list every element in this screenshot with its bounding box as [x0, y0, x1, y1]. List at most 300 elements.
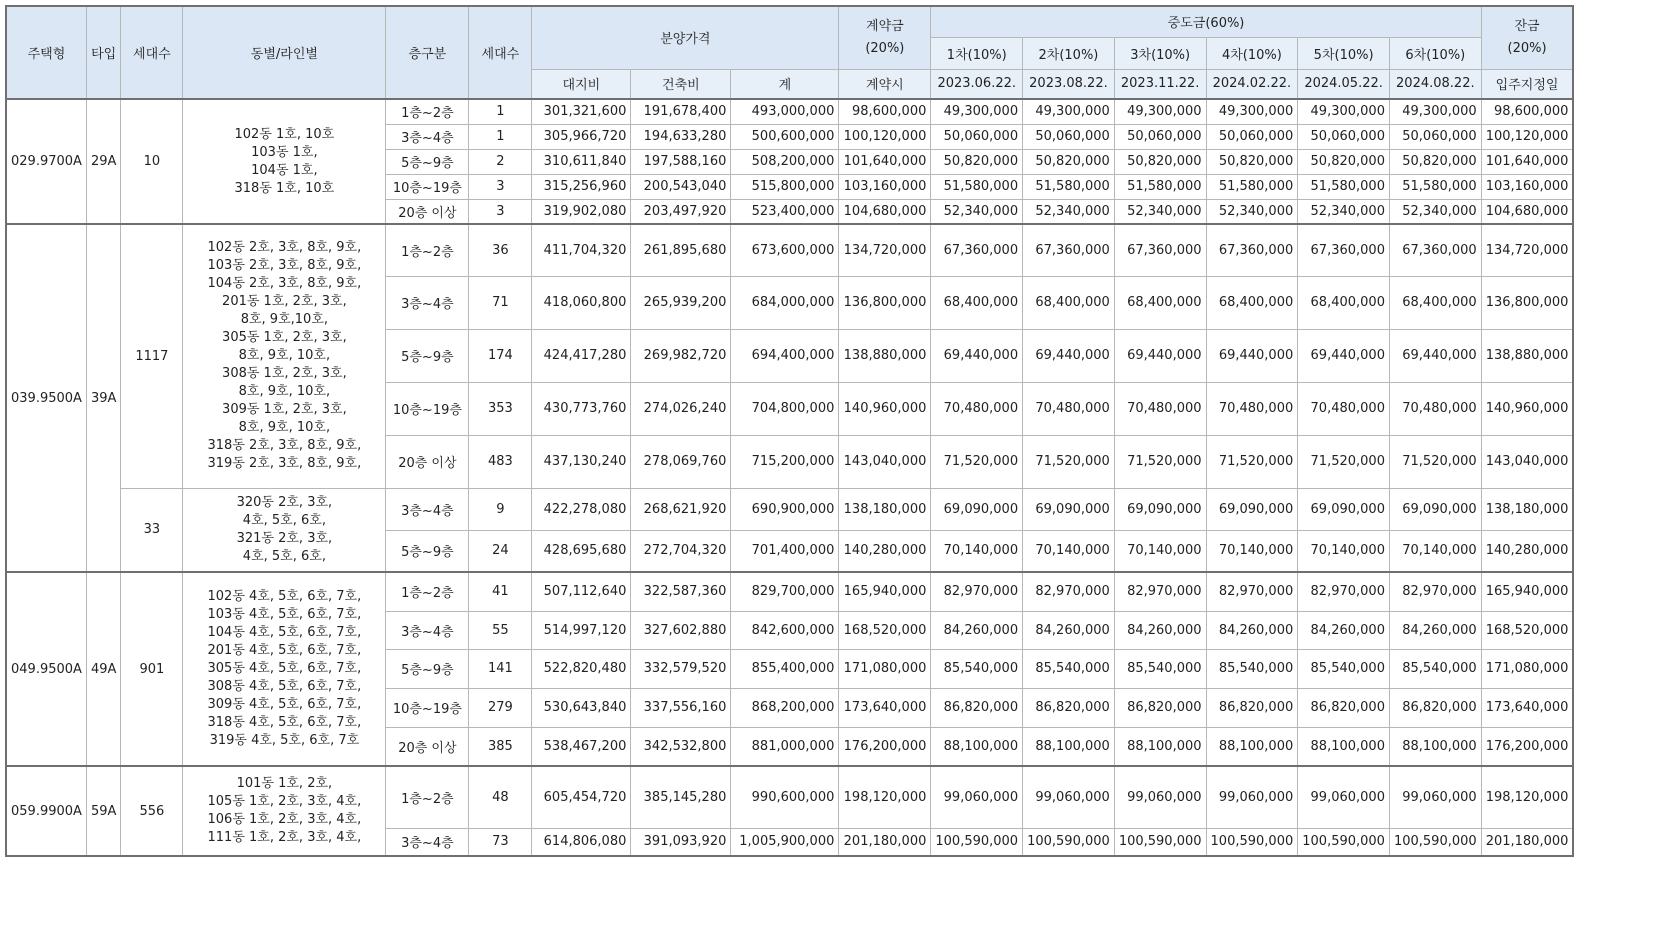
installment-1-cell: 100,590,000	[931, 828, 1023, 856]
type-cell: 39A	[86, 224, 120, 572]
balance-cell: 104,680,000	[1481, 199, 1573, 224]
deposit-cell: 173,640,000	[839, 688, 931, 727]
installment-1-cell: 85,540,000	[931, 649, 1023, 688]
installment-3-cell: 51,580,000	[1114, 174, 1206, 199]
installment-1-cell: 50,820,000	[931, 149, 1023, 174]
housing-type-cell: 049.9500A	[6, 572, 86, 766]
installment-4-cell: 51,580,000	[1206, 174, 1298, 199]
header-housing-type: 주택형	[6, 6, 86, 99]
installment-3-cell: 70,480,000	[1114, 382, 1206, 435]
deposit-cell: 98,600,000	[839, 99, 931, 124]
dong-line-cell: 102동 1호, 10호 103동 1호, 104동 1호, 318동 1호, 10호	[183, 99, 386, 224]
header-installment-3: 3차(10%)	[1114, 37, 1206, 69]
installment-1-cell: 84,260,000	[931, 611, 1023, 649]
housing-type-cell: 059.9900A	[6, 766, 86, 856]
installment-5-cell: 100,590,000	[1298, 828, 1390, 856]
land-cost-cell: 305,966,720	[532, 124, 631, 149]
installment-6-cell: 82,970,000	[1389, 572, 1481, 611]
installment-6-cell: 99,060,000	[1389, 766, 1481, 828]
building-cost-cell: 337,556,160	[631, 688, 731, 727]
installment-6-cell: 50,060,000	[1389, 124, 1481, 149]
building-cost-cell: 261,895,680	[631, 224, 731, 276]
installment-1-cell: 82,970,000	[931, 572, 1023, 611]
header-type: 타입	[86, 6, 120, 99]
land-cost-cell: 301,321,600	[532, 99, 631, 124]
installment-5-cell: 85,540,000	[1298, 649, 1390, 688]
installment-5-cell: 52,340,000	[1298, 199, 1390, 224]
balance-cell: 101,640,000	[1481, 149, 1573, 174]
building-cost-cell: 200,543,040	[631, 174, 731, 199]
land-cost-cell: 315,256,960	[532, 174, 631, 199]
installment-6-cell: 69,440,000	[1389, 329, 1481, 382]
building-cost-cell: 203,497,920	[631, 199, 731, 224]
balance-cell: 173,640,000	[1481, 688, 1573, 727]
installment-3-cell: 69,440,000	[1114, 329, 1206, 382]
floor-group-cell: 1층~2층	[386, 224, 469, 276]
installment-5-cell: 84,260,000	[1298, 611, 1390, 649]
units-cell: 279	[469, 688, 532, 727]
installment-5-cell: 82,970,000	[1298, 572, 1390, 611]
deposit-cell: 201,180,000	[839, 828, 931, 856]
households-cell: 901	[121, 572, 183, 766]
header-installment-5: 5차(10%)	[1298, 37, 1390, 69]
balance-cell: 198,120,000	[1481, 766, 1573, 828]
floor-group-cell: 3층~4층	[386, 488, 469, 530]
installment-2-cell: 49,300,000	[1023, 99, 1115, 124]
building-cost-cell: 197,588,160	[631, 149, 731, 174]
units-cell: 483	[469, 435, 532, 488]
installment-1-cell: 51,580,000	[931, 174, 1023, 199]
land-cost-cell: 530,643,840	[532, 688, 631, 727]
installment-6-cell: 86,820,000	[1389, 688, 1481, 727]
total-price-cell: 500,600,000	[731, 124, 839, 149]
installment-2-cell: 71,520,000	[1023, 435, 1115, 488]
header-land-cost: 대지비	[532, 69, 631, 99]
installment-1-cell: 71,520,000	[931, 435, 1023, 488]
building-cost-cell: 268,621,920	[631, 488, 731, 530]
installment-6-cell: 69,090,000	[1389, 488, 1481, 530]
installment-3-cell: 86,820,000	[1114, 688, 1206, 727]
header-deposit-timing: 계약시	[839, 69, 931, 99]
total-price-cell: 842,600,000	[731, 611, 839, 649]
installment-4-cell: 85,540,000	[1206, 649, 1298, 688]
installment-5-cell: 50,060,000	[1298, 124, 1390, 149]
installment-6-cell: 84,260,000	[1389, 611, 1481, 649]
building-cost-cell: 385,145,280	[631, 766, 731, 828]
floor-group-cell: 5층~9층	[386, 149, 469, 174]
installment-2-cell: 82,970,000	[1023, 572, 1115, 611]
header-floor-group: 층구분	[386, 6, 469, 99]
balance-cell: 140,280,000	[1481, 530, 1573, 572]
installment-2-cell: 52,340,000	[1023, 199, 1115, 224]
installment-4-cell: 68,400,000	[1206, 276, 1298, 329]
installment-4-cell: 82,970,000	[1206, 572, 1298, 611]
floor-group-cell: 3층~4층	[386, 828, 469, 856]
installment-3-cell: 68,400,000	[1114, 276, 1206, 329]
installment-3-cell: 69,090,000	[1114, 488, 1206, 530]
land-cost-cell: 507,112,640	[532, 572, 631, 611]
total-price-cell: 508,200,000	[731, 149, 839, 174]
installment-5-cell: 71,520,000	[1298, 435, 1390, 488]
deposit-cell: 103,160,000	[839, 174, 931, 199]
installment-4-cell: 50,060,000	[1206, 124, 1298, 149]
installment-1-cell: 99,060,000	[931, 766, 1023, 828]
land-cost-cell: 614,806,080	[532, 828, 631, 856]
table-row	[6, 224, 1573, 276]
installment-2-cell: 85,540,000	[1023, 649, 1115, 688]
balance-cell: 98,600,000	[1481, 99, 1573, 124]
deposit-cell: 134,720,000	[839, 224, 931, 276]
header-date-2: 2023.08.22.	[1023, 69, 1115, 99]
header-building-cost: 건축비	[631, 69, 731, 99]
installment-4-cell: 69,440,000	[1206, 329, 1298, 382]
installment-1-cell: 69,090,000	[931, 488, 1023, 530]
land-cost-cell: 310,611,840	[532, 149, 631, 174]
building-cost-cell: 272,704,320	[631, 530, 731, 572]
balance-cell: 143,040,000	[1481, 435, 1573, 488]
units-cell: 385	[469, 727, 532, 766]
installment-3-cell: 50,820,000	[1114, 149, 1206, 174]
installment-1-cell: 67,360,000	[931, 224, 1023, 276]
units-cell: 1	[469, 99, 532, 124]
floor-group-cell: 1층~2층	[386, 766, 469, 828]
installment-1-cell: 70,140,000	[931, 530, 1023, 572]
balance-cell: 171,080,000	[1481, 649, 1573, 688]
installment-1-cell: 52,340,000	[931, 199, 1023, 224]
building-cost-cell: 274,026,240	[631, 382, 731, 435]
dong-line-cell: 102동 2호, 3호, 8호, 9호, 103동 2호, 3호, 8호, 9호, 104동 2호, 3호, 8호, 9호, 201동 1호, 2호, 3호, 8호, 9호,10호, 305동 1호, 2호, 3호, 8호, 9호, 10호, 308동 1호, 2호, 3호, 8호, 9호, 10호, 309동 1호, 2호, 3호, 8호, 9호, 10호, 318동 2호, 3호, 8호, 9호, 319동 2호, 3호, 8호, 9호,	[183, 224, 386, 488]
header-date-3: 2023.11.22.	[1114, 69, 1206, 99]
header-date-5: 2024.05.22.	[1298, 69, 1390, 99]
floor-group-cell: 20층 이상	[386, 199, 469, 224]
installment-6-cell: 100,590,000	[1389, 828, 1481, 856]
header-dong-line: 동별/라인별	[183, 6, 386, 99]
deposit-cell: 136,800,000	[839, 276, 931, 329]
building-cost-cell: 265,939,200	[631, 276, 731, 329]
installment-1-cell: 69,440,000	[931, 329, 1023, 382]
table-row	[6, 99, 1573, 124]
header-date-4: 2024.02.22.	[1206, 69, 1298, 99]
installment-1-cell: 86,820,000	[931, 688, 1023, 727]
floor-group-cell: 3층~4층	[386, 276, 469, 329]
installment-2-cell: 68,400,000	[1023, 276, 1115, 329]
units-cell: 9	[469, 488, 532, 530]
header-balance-timing: 입주지정일	[1481, 69, 1573, 99]
header-installment-1: 1차(10%)	[931, 37, 1023, 69]
installment-4-cell: 52,340,000	[1206, 199, 1298, 224]
installment-6-cell: 88,100,000	[1389, 727, 1481, 766]
balance-cell: 165,940,000	[1481, 572, 1573, 611]
land-cost-cell: 411,704,320	[532, 224, 631, 276]
installment-5-cell: 86,820,000	[1298, 688, 1390, 727]
building-cost-cell: 342,532,800	[631, 727, 731, 766]
building-cost-cell: 278,069,760	[631, 435, 731, 488]
installment-5-cell: 69,440,000	[1298, 329, 1390, 382]
building-cost-cell: 327,602,880	[631, 611, 731, 649]
total-price-cell: 1,005,900,000	[731, 828, 839, 856]
total-price-cell: 523,400,000	[731, 199, 839, 224]
installment-1-cell: 70,480,000	[931, 382, 1023, 435]
total-price-cell: 855,400,000	[731, 649, 839, 688]
header-total: 계	[731, 69, 839, 99]
floor-group-cell: 5층~9층	[386, 649, 469, 688]
header-installment-6: 6차(10%)	[1389, 37, 1481, 69]
header-deposit: 계약금 (20%)	[839, 6, 931, 69]
installment-6-cell: 70,140,000	[1389, 530, 1481, 572]
installment-3-cell: 70,140,000	[1114, 530, 1206, 572]
units-cell: 36	[469, 224, 532, 276]
installment-4-cell: 86,820,000	[1206, 688, 1298, 727]
installment-4-cell: 70,140,000	[1206, 530, 1298, 572]
installment-2-cell: 51,580,000	[1023, 174, 1115, 199]
installment-2-cell: 86,820,000	[1023, 688, 1115, 727]
units-cell: 41	[469, 572, 532, 611]
floor-group-cell: 3층~4층	[386, 611, 469, 649]
installment-2-cell: 70,140,000	[1023, 530, 1115, 572]
total-price-cell: 881,000,000	[731, 727, 839, 766]
installment-1-cell: 50,060,000	[931, 124, 1023, 149]
installment-4-cell: 49,300,000	[1206, 99, 1298, 124]
installment-5-cell: 99,060,000	[1298, 766, 1390, 828]
installment-1-cell: 49,300,000	[931, 99, 1023, 124]
installment-2-cell: 50,060,000	[1023, 124, 1115, 149]
building-cost-cell: 332,579,520	[631, 649, 731, 688]
balance-cell: 201,180,000	[1481, 828, 1573, 856]
price-table-container	[5, 5, 1574, 857]
header-installment-4: 4차(10%)	[1206, 37, 1298, 69]
installment-5-cell: 49,300,000	[1298, 99, 1390, 124]
type-cell: 29A	[86, 99, 120, 224]
installment-3-cell: 88,100,000	[1114, 727, 1206, 766]
land-cost-cell: 422,278,080	[532, 488, 631, 530]
total-price-cell: 704,800,000	[731, 382, 839, 435]
units-cell: 174	[469, 329, 532, 382]
building-cost-cell: 322,587,360	[631, 572, 731, 611]
installment-6-cell: 52,340,000	[1389, 199, 1481, 224]
building-cost-cell: 194,633,280	[631, 124, 731, 149]
installment-3-cell: 52,340,000	[1114, 199, 1206, 224]
installment-2-cell: 84,260,000	[1023, 611, 1115, 649]
installment-6-cell: 50,820,000	[1389, 149, 1481, 174]
table-row	[6, 572, 1573, 611]
units-cell: 71	[469, 276, 532, 329]
dong-line-cell: 102동 4호, 5호, 6호, 7호, 103동 4호, 5호, 6호, 7호, 104동 4호, 5호, 6호, 7호, 201동 4호, 5호, 6호, 7호, 305동 4호, 5호, 6호, 7호, 308동 4호, 5호, 6호, 7호, 309동 4호, 5호, 6호, 7호, 318동 4호, 5호, 6호, 7호, 319동 4호, 5호, 6호, 7호	[183, 572, 386, 766]
deposit-cell: 140,960,000	[839, 382, 931, 435]
type-cell: 49A	[86, 572, 120, 766]
deposit-cell: 198,120,000	[839, 766, 931, 828]
installment-5-cell: 68,400,000	[1298, 276, 1390, 329]
balance-cell: 176,200,000	[1481, 727, 1573, 766]
land-cost-cell: 514,997,120	[532, 611, 631, 649]
installment-5-cell: 67,360,000	[1298, 224, 1390, 276]
housing-type-cell: 039.9500A	[6, 224, 86, 572]
total-price-cell: 515,800,000	[731, 174, 839, 199]
units-cell: 24	[469, 530, 532, 572]
households-cell: 33	[121, 488, 183, 572]
deposit-cell: 101,640,000	[839, 149, 931, 174]
installment-3-cell: 82,970,000	[1114, 572, 1206, 611]
land-cost-cell: 424,417,280	[532, 329, 631, 382]
deposit-cell: 138,180,000	[839, 488, 931, 530]
installment-4-cell: 99,060,000	[1206, 766, 1298, 828]
installment-3-cell: 100,590,000	[1114, 828, 1206, 856]
header-installment-2: 2차(10%)	[1023, 37, 1115, 69]
installment-4-cell: 69,090,000	[1206, 488, 1298, 530]
installment-6-cell: 68,400,000	[1389, 276, 1481, 329]
header-middle-payment: 중도금(60%)	[931, 6, 1481, 37]
installment-6-cell: 70,480,000	[1389, 382, 1481, 435]
units-cell: 55	[469, 611, 532, 649]
total-price-cell: 868,200,000	[731, 688, 839, 727]
deposit-cell: 168,520,000	[839, 611, 931, 649]
floor-group-cell: 3층~4층	[386, 124, 469, 149]
households-cell: 1117	[121, 224, 183, 488]
installment-3-cell: 49,300,000	[1114, 99, 1206, 124]
table-row	[6, 488, 1573, 530]
header-households-2: 세대수	[469, 6, 532, 99]
households-cell: 556	[121, 766, 183, 856]
installment-2-cell: 67,360,000	[1023, 224, 1115, 276]
installment-6-cell: 71,520,000	[1389, 435, 1481, 488]
units-cell: 48	[469, 766, 532, 828]
floor-group-cell: 1층~2층	[386, 572, 469, 611]
installment-4-cell: 88,100,000	[1206, 727, 1298, 766]
installment-2-cell: 100,590,000	[1023, 828, 1115, 856]
total-price-cell: 990,600,000	[731, 766, 839, 828]
total-price-cell: 690,900,000	[731, 488, 839, 530]
installment-3-cell: 67,360,000	[1114, 224, 1206, 276]
balance-cell: 103,160,000	[1481, 174, 1573, 199]
installment-6-cell: 49,300,000	[1389, 99, 1481, 124]
installment-4-cell: 70,480,000	[1206, 382, 1298, 435]
balance-cell: 138,180,000	[1481, 488, 1573, 530]
deposit-cell: 104,680,000	[839, 199, 931, 224]
total-price-cell: 684,000,000	[731, 276, 839, 329]
building-cost-cell: 391,093,920	[631, 828, 731, 856]
floor-group-cell: 5층~9층	[386, 329, 469, 382]
balance-cell: 138,880,000	[1481, 329, 1573, 382]
units-cell: 353	[469, 382, 532, 435]
installment-6-cell: 85,540,000	[1389, 649, 1481, 688]
header-balance: 잔금 (20%)	[1481, 6, 1573, 69]
installment-4-cell: 67,360,000	[1206, 224, 1298, 276]
land-cost-cell: 605,454,720	[532, 766, 631, 828]
units-cell: 141	[469, 649, 532, 688]
deposit-cell: 171,080,000	[839, 649, 931, 688]
total-price-cell: 701,400,000	[731, 530, 839, 572]
units-cell: 1	[469, 124, 532, 149]
table-row	[6, 766, 1573, 828]
total-price-cell: 694,400,000	[731, 329, 839, 382]
deposit-cell: 138,880,000	[839, 329, 931, 382]
balance-cell: 100,120,000	[1481, 124, 1573, 149]
installment-2-cell: 70,480,000	[1023, 382, 1115, 435]
units-cell: 73	[469, 828, 532, 856]
total-price-cell: 493,000,000	[731, 99, 839, 124]
installment-1-cell: 88,100,000	[931, 727, 1023, 766]
total-price-cell: 673,600,000	[731, 224, 839, 276]
installment-2-cell: 69,090,000	[1023, 488, 1115, 530]
installment-2-cell: 88,100,000	[1023, 727, 1115, 766]
installment-6-cell: 67,360,000	[1389, 224, 1481, 276]
installment-5-cell: 51,580,000	[1298, 174, 1390, 199]
land-cost-cell: 418,060,800	[532, 276, 631, 329]
balance-cell: 168,520,000	[1481, 611, 1573, 649]
land-cost-cell: 428,695,680	[532, 530, 631, 572]
land-cost-cell: 437,130,240	[532, 435, 631, 488]
installment-1-cell: 68,400,000	[931, 276, 1023, 329]
sale-price-table	[5, 5, 1574, 857]
dong-line-cell: 320동 2호, 3호, 4호, 5호, 6호, 321동 2호, 3호, 4호, 5호, 6호,	[183, 488, 386, 572]
floor-group-cell: 5층~9층	[386, 530, 469, 572]
floor-group-cell: 20층 이상	[386, 727, 469, 766]
installment-3-cell: 99,060,000	[1114, 766, 1206, 828]
floor-group-cell: 20층 이상	[386, 435, 469, 488]
units-cell: 3	[469, 199, 532, 224]
installment-4-cell: 71,520,000	[1206, 435, 1298, 488]
deposit-cell: 140,280,000	[839, 530, 931, 572]
header-date-1: 2023.06.22.	[931, 69, 1023, 99]
floor-group-cell: 10층~19층	[386, 688, 469, 727]
building-cost-cell: 269,982,720	[631, 329, 731, 382]
table-body	[6, 99, 1573, 856]
installment-5-cell: 50,820,000	[1298, 149, 1390, 174]
installment-6-cell: 51,580,000	[1389, 174, 1481, 199]
land-cost-cell: 430,773,760	[532, 382, 631, 435]
installment-3-cell: 71,520,000	[1114, 435, 1206, 488]
land-cost-cell: 538,467,200	[532, 727, 631, 766]
dong-line-cell: 101동 1호, 2호, 105동 1호, 2호, 3호, 4호, 106동 1호, 2호, 3호, 4호, 111동 1호, 2호, 3호, 4호,	[183, 766, 386, 856]
installment-2-cell: 50,820,000	[1023, 149, 1115, 174]
floor-group-cell: 10층~19층	[386, 174, 469, 199]
deposit-cell: 100,120,000	[839, 124, 931, 149]
installment-3-cell: 50,060,000	[1114, 124, 1206, 149]
installment-4-cell: 100,590,000	[1206, 828, 1298, 856]
units-cell: 2	[469, 149, 532, 174]
land-cost-cell: 319,902,080	[532, 199, 631, 224]
deposit-cell: 176,200,000	[839, 727, 931, 766]
installment-5-cell: 88,100,000	[1298, 727, 1390, 766]
deposit-cell: 143,040,000	[839, 435, 931, 488]
households-cell: 10	[121, 99, 183, 224]
building-cost-cell: 191,678,400	[631, 99, 731, 124]
land-cost-cell: 522,820,480	[532, 649, 631, 688]
installment-4-cell: 84,260,000	[1206, 611, 1298, 649]
installment-2-cell: 69,440,000	[1023, 329, 1115, 382]
installment-4-cell: 50,820,000	[1206, 149, 1298, 174]
total-price-cell: 829,700,000	[731, 572, 839, 611]
installment-5-cell: 69,090,000	[1298, 488, 1390, 530]
balance-cell: 136,800,000	[1481, 276, 1573, 329]
housing-type-cell: 029.9700A	[6, 99, 86, 224]
units-cell: 3	[469, 174, 532, 199]
deposit-cell: 165,940,000	[839, 572, 931, 611]
installment-5-cell: 70,140,000	[1298, 530, 1390, 572]
type-cell: 59A	[86, 766, 120, 856]
balance-cell: 134,720,000	[1481, 224, 1573, 276]
installment-2-cell: 99,060,000	[1023, 766, 1115, 828]
header-sale-price: 분양가격	[532, 6, 839, 69]
header-households: 세대수	[121, 6, 183, 99]
floor-group-cell: 10층~19층	[386, 382, 469, 435]
floor-group-cell: 1층~2층	[386, 99, 469, 124]
installment-5-cell: 70,480,000	[1298, 382, 1390, 435]
balance-cell: 140,960,000	[1481, 382, 1573, 435]
total-price-cell: 715,200,000	[731, 435, 839, 488]
installment-3-cell: 85,540,000	[1114, 649, 1206, 688]
header-date-6: 2024.08.22.	[1389, 69, 1481, 99]
installment-3-cell: 84,260,000	[1114, 611, 1206, 649]
